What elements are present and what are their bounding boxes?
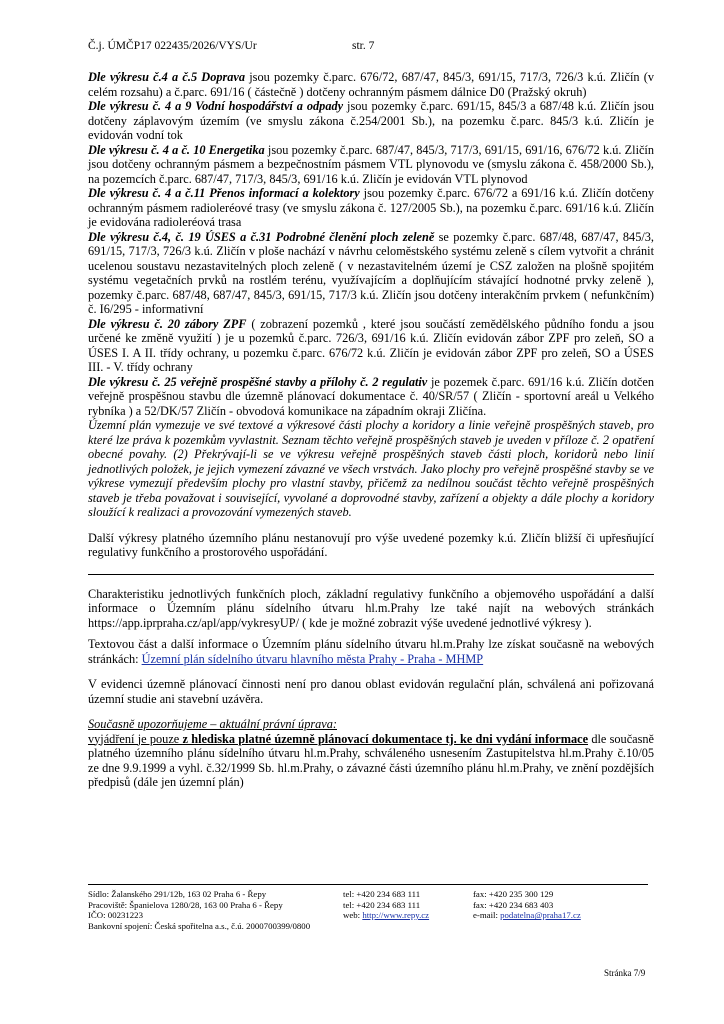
page-header <box>88 40 648 52</box>
footer-divider <box>88 884 648 885</box>
paragraph-lead: Dle výkresu č.4 a č.5 Doprava <box>88 70 246 84</box>
paragraph-lead: Dle výkresu č.4, č. 19 ÚSES a č.31 Podrobné členění ploch zeleně <box>88 229 435 244</box>
paragraph-lead: Dle výkresu č. 4 a 9 Vodní hospodářství a odpady <box>88 99 344 113</box>
paragraph-lead: Dle výkresu č. 4 a č.11 Přenos informací a kolektory <box>88 186 360 200</box>
section-heading-legal: Současně upozorňujeme – aktuální právní úprava: <box>88 717 337 731</box>
footer-address: Sídlo: Žalanského 291/12b, 163 02 Praha 6 - Řepy <box>88 889 267 899</box>
footer-ico: IČO: 00231223 <box>88 910 143 921</box>
footer-web <box>343 910 473 921</box>
paragraph-lead: Dle výkresu č. 25 veřejně prospěšné stavby a přílohy č. 2 regulativ <box>88 374 428 389</box>
footer-email-link[interactable]: podatelna@praha17.cz <box>500 910 581 921</box>
footer-address-column <box>88 889 338 931</box>
paragraph-text: ( zobrazení pozemků , které jsou součástí zemědělského půdního fondu a jsou určené ke změně využití ) je u pozemků č.parc. 726/3, 691/16 k.ú. Zličín evidován zábor ZPF pro zeleň, SO a ÚSES I. A II. třídy ochrany, u pozemku č.parc. 676/72 k.ú. Zličín je evidován zábor ZPF pro zeleň, SO a ÚSES III. - V. třídy ochrany <box>88 316 654 374</box>
reference-number: Č.j. ÚMČP17 022435/2026/VYS/Ur <box>88 40 257 52</box>
paragraph-verejne-prospesne-stavby <box>88 375 654 419</box>
paragraph-uses-zelen <box>88 230 654 317</box>
section-divider <box>88 574 654 575</box>
paragraph-characteristics: Charakteristiku jednotlivých funkčních ploch, základní regulativy funkčního a objemového uspořádání a další informace o Územním plánu sídelního útvaru hl.m.Prahy lze také najít na webových stránkách https://app.iprpraha.cz/apl/app/vykresyUP/ ( kde je možné zobrazit výše uvedené jednotlivé výkresy ). <box>88 586 654 630</box>
paragraph-text: je pozemek č.parc. 691/16 k.ú. Zličín dotčen veřejně prospěšnou stavbu dle územně plánovací dokumentace č. 40/SR/57 ( Zličín - sportovní areál u Velkého rybníka ) a 52/DK/57 Zličín - obvodová komunikace na západním okraji Zličína. <box>88 374 654 418</box>
footer-bank: Bankovní spojení: Česká spořitelna a.s., č.ú. 2000700399/0800 <box>88 920 311 931</box>
paragraph-other-drawings: Další výkresy platného územního plánu nestanovují pro výše uvedené pozemky k.ú. Zličín bližší či upřesňující regulativy funkčního a prostorového uspořádání. <box>88 530 654 559</box>
paragraph-text-part <box>88 637 654 666</box>
paragraph-evidence: V evidenci územně plánovací činnosti není pro danou oblast evidován regulační plán, schválená ani pořizovaná územní studie ani stavební uzávěra. <box>88 677 654 706</box>
footer-fax-column <box>473 889 648 921</box>
footer-contacts <box>88 889 648 949</box>
footer-web-label: web: <box>343 910 363 921</box>
paragraph-text: se pozemky č.parc. 687/48, 687/47, 845/3, 691/15, 717/3, 726/3 k.ú. Zličín v ploše nachází v návrhu celoměstského systému zeleně s cílem vytvořit a chránit ucelenou soustavu nezastavitelných ploch zeleně ( v nezastavitelném území je CSZ založen na plošně spojitém systému vegetačních prvků na rostlém terénu, využívajícím a doplňujícím stávající hodnotné prvky zeleně ), pozemky č.parc. 687/48, 687/47, 845/3, 691/15, 717/3 k.ú. Zličín jsou dotčeny interakčním prvkem ( nefunkčním) č. I6/295 - informativní <box>88 229 654 316</box>
footer-fax-2: fax: +420 234 683 403 <box>473 899 554 910</box>
paragraph-vps-definition: Územní plán vymezuje ve své textové a výkresové části plochy a koridory a linie veřejně prospěšných staveb, pro které lze práva k pozemkům vyvlastnit. Seznam těchto veřejně prospěšných staveb je uveden v příloze č. 2 opatření obecné povahy. (2) Překrývají-li se ve výkresu veřejně prospěšných staveb části ploch, koridorů nebo linií jednotlivých položek, je jejich vymezení závazné ve všech vrstvách. Jako plochy pro veřejně prospěšné stavby se ve výkrese vymezují především plochy pro vlastní stavby, přičemž za nedílnou součást těchto veřejně prospěšných staveb je třeba považovat i související, vyvolané a doprovodné stavby, zařízení a objekty a dále plochy a koridory sloužící k realizaci a provozování vymezených staveb. <box>88 418 654 519</box>
paragraph-doprava <box>88 70 654 99</box>
footer-fax-1: fax: +420 235 300 129 <box>473 889 554 899</box>
paragraph-text: jsou pozemky č.parc. 691/15, 845/3 a 687/48 k.ú. Zličín jsou dotčeny záplavovým územím (ve smyslu zákona č.254/2001 Sb.), na pozemku č.parc. 845/3 k.ú. Zličín je evidován vodní tok <box>88 99 654 142</box>
footer-tel-2: tel: +420 234 683 111 <box>343 899 421 910</box>
underlined-text: vyjádření je pouze <box>88 731 183 746</box>
footer-workplace: Pracoviště: Španielova 1280/28, 163 00 Praha 6 - Řepy <box>88 899 283 910</box>
paragraph-vodni-hospodarstvi <box>88 99 654 143</box>
paragraph-text: jsou pozemky č.parc. 676/72 a 691/16 k.ú. Zličín dotčeny ochranným pásmem radioleréové trasy (ve smyslu zákona č. 127/2005 Sb.), na pozemku č.parc. 691/16 k.ú. Zličín je evidována radioleréová trasa <box>88 186 654 229</box>
bold-underlined-text: z hlediska platné územně plánovací dokumentace tj. ke dni vydání informace <box>182 731 589 746</box>
paragraph-zabory-zpf <box>88 317 654 375</box>
footer-phone-column <box>343 889 473 921</box>
paragraph-text: dle současně platného územního plánu sídelního útvaru hl.m.Prahy, schváleného usnesením Zastupitelstva hl.m.Prahy č.10/05 ze dne 9.9.1999 a vyhl. č.32/1999 Sb. hl.m.Prahy, o závazné části územního plánu hl.m.Prahy, ve znění pozdějších předpisů (dále jen územní plán) <box>88 731 655 789</box>
header-page-number: str. 7 <box>352 40 375 52</box>
footer-email-label: e-mail: <box>473 910 501 921</box>
page-counter: Stránka 7/9 <box>604 968 646 978</box>
paragraph-text: Textovou část a další informace o Územním plánu sídelního útvaru hl.m.Prahy lze získat současně na webových stránkách: <box>88 637 654 666</box>
document-body <box>88 70 654 790</box>
page-footer <box>88 884 648 949</box>
footer-tel-1: tel: +420 234 683 111 <box>343 889 421 899</box>
footer-email <box>473 910 648 921</box>
paragraph-prenos-informaci <box>88 186 654 230</box>
paragraph-text: jsou pozemky č.parc. 676/72, 687/47, 845/3, 691/15, 717/3, 726/3 k.ú. Zličín (v celém rozsahu) a č.parc. 691/16 ( částečně ) dotčeny ochranným pásmem dálnice D0 (Pražský okruh) <box>88 70 654 99</box>
paragraph-legal-note <box>88 732 654 790</box>
paragraph-text: jsou pozemky č.parc. 687/47, 845/3, 717/3, 691/15, 691/16, 676/72 k.ú. Zličín jsou dotčeny ochranným pásmem a bezpečnostním pásmem VTL plynovodu ve (smyslu zákona č. 458/2000 Sb.), na pozemcích č.parc. 687/47, 717/3, 845/3, 691/16 k.ú. Zličín je evidován VTL plynovod <box>88 142 655 186</box>
paragraph-lead: Dle výkresu č. 4 a č. 10 Energetika <box>88 142 265 157</box>
uzemni-plan-link[interactable]: Územní plán sídelního útvaru hlavního města Prahy - Praha - MHMP <box>141 651 484 666</box>
paragraph-energetika <box>88 143 654 187</box>
paragraph-lead: Dle výkresu č. 20 zábory ZPF <box>88 316 247 331</box>
footer-web-link[interactable]: http://www.repy.cz <box>362 910 430 921</box>
